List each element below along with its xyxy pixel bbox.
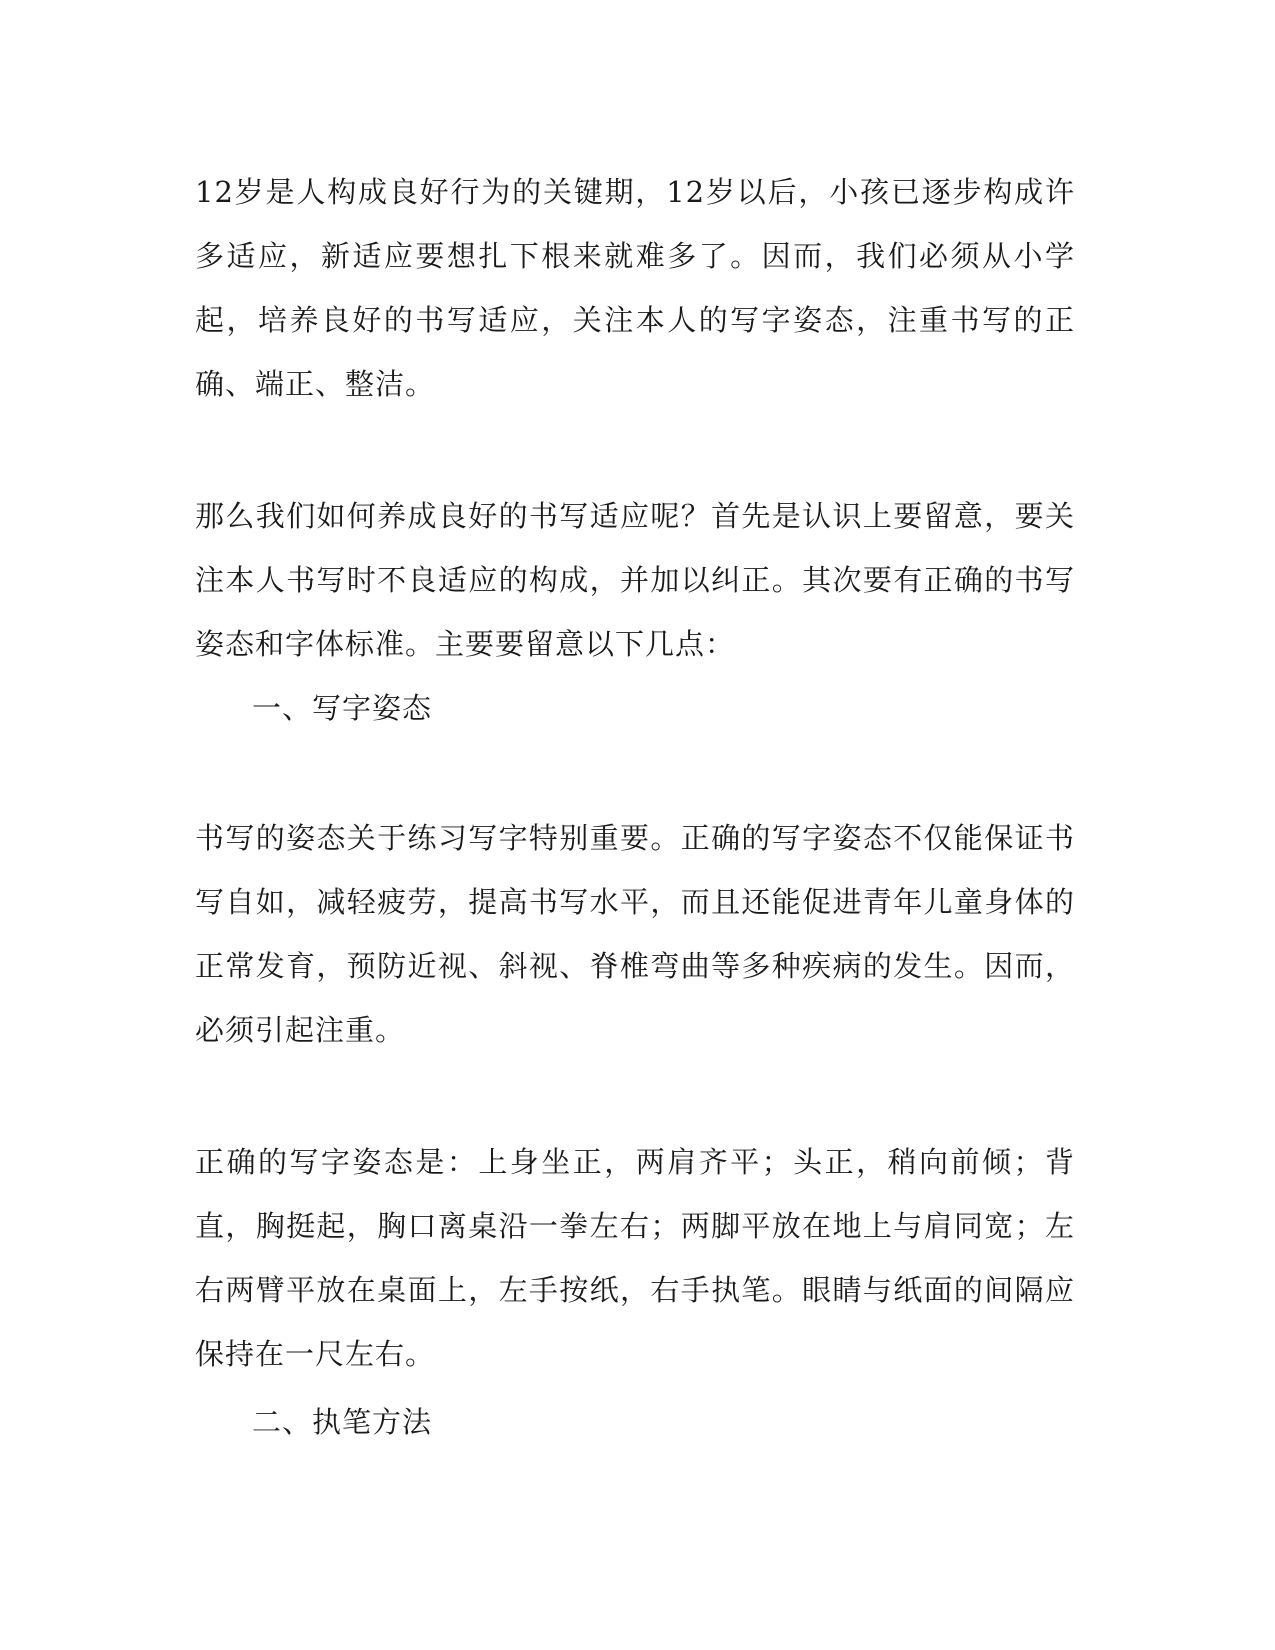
section-heading-pen-holding: 二、执笔方法 bbox=[252, 1405, 433, 1439]
section-heading-writing-posture: 一、写字姿态 bbox=[252, 691, 433, 725]
paragraph-correct-posture: 正确的写字姿态是：上身坐正，两肩齐平；头正，稍向前倾；背直，胸挺起，胸口离桌沿一拳左右；两脚平放在地上与肩同宽；左右两臂平放在桌面上，左手按纸，右手执笔。眼睛与纸面的间隔应保持在一尺左右。 bbox=[195, 1145, 1075, 1371]
paragraph-posture-importance: 书写的姿态关于练习写字特别重要。正确的写字姿态不仅能保证书写自如，减轻疲劳，提高书写水平，而且还能促进青年儿童身体的正常发育，预防近视、斜视、脊椎弯曲等多种疾病的发生。因而，必须引起注重。 bbox=[195, 821, 1075, 1047]
paragraph-how-to-form-habits: 那么我们如何养成良好的书写适应呢？首先是认识上要留意，要关注本人书写时不良适应的构成，并加以纠正。其次要有正确的书写姿态和字体标准。主要要留意以下几点： bbox=[195, 499, 1075, 661]
paragraph-critical-period: 12岁是人构成良好行为的关键期，12岁以后，小孩已逐步构成许多适应，新适应要想扎下根来就难多了。因而，我们必须从小学起，培养良好的书写适应，关注本人的写字姿态，注重书写的正确、端正、整洁。 bbox=[195, 175, 1075, 401]
